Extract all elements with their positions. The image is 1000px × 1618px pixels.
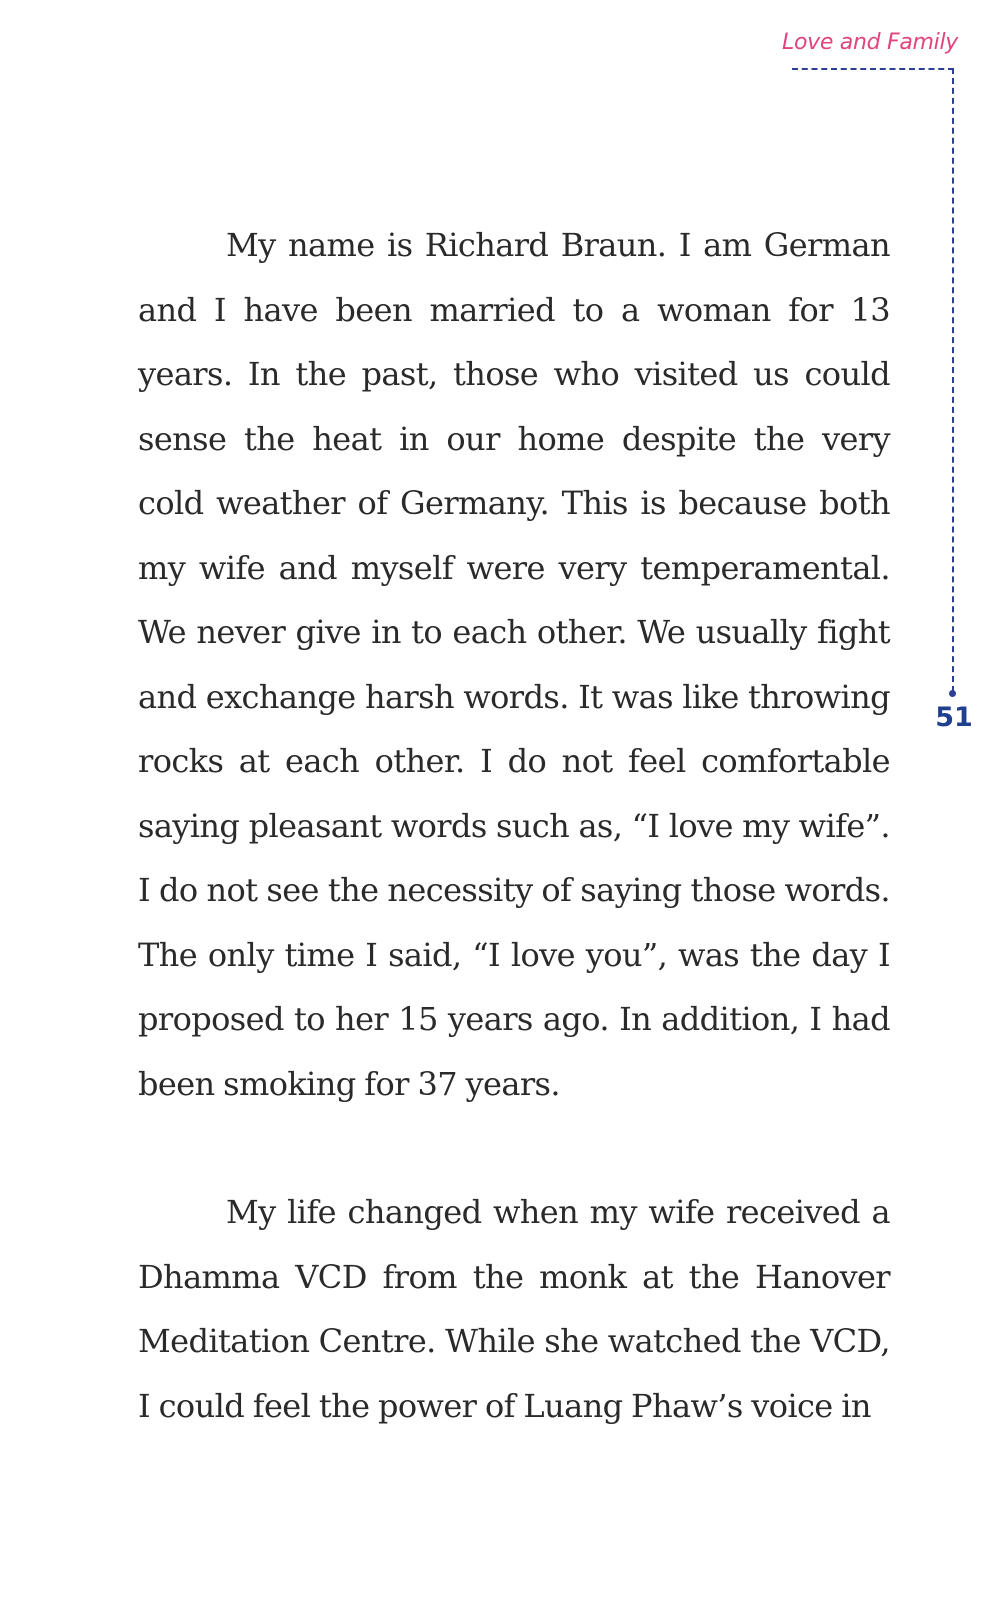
running-head-title: Love and Family bbox=[782, 30, 958, 55]
page-number: 51 bbox=[935, 702, 973, 733]
paragraph-1: My name is Richard Braun. I am German and I have been married to a woman for 13 years. In the past, those who visited us could sense the heat in our home despite the very cold weather of Germany. This is because both my wife and myself were very temperamental. We never give in to each other. We usually fight and exchange harsh words. It was like throwing rocks at each other. I do not feel comfortable saying pleasant words such as, “I love my wife”. I do not see the necessity of saying those words. The only time I said, “I love you”, was the day I proposed to her 15 years ago. In addition, I had been smoking for 37 years. bbox=[138, 226, 890, 1103]
paragraph-2: My life changed when my wife received a Dhamma VCD from the monk at the Hanover Meditation Centre. While she watched the VCD, I could feel the power of Luang Phaw’s voice in bbox=[138, 1193, 890, 1425]
margin-dashed-rule bbox=[952, 68, 954, 692]
margin-rule-end-dot bbox=[949, 690, 956, 697]
header-dashed-rule bbox=[792, 68, 954, 70]
body-text bbox=[138, 213, 890, 1438]
